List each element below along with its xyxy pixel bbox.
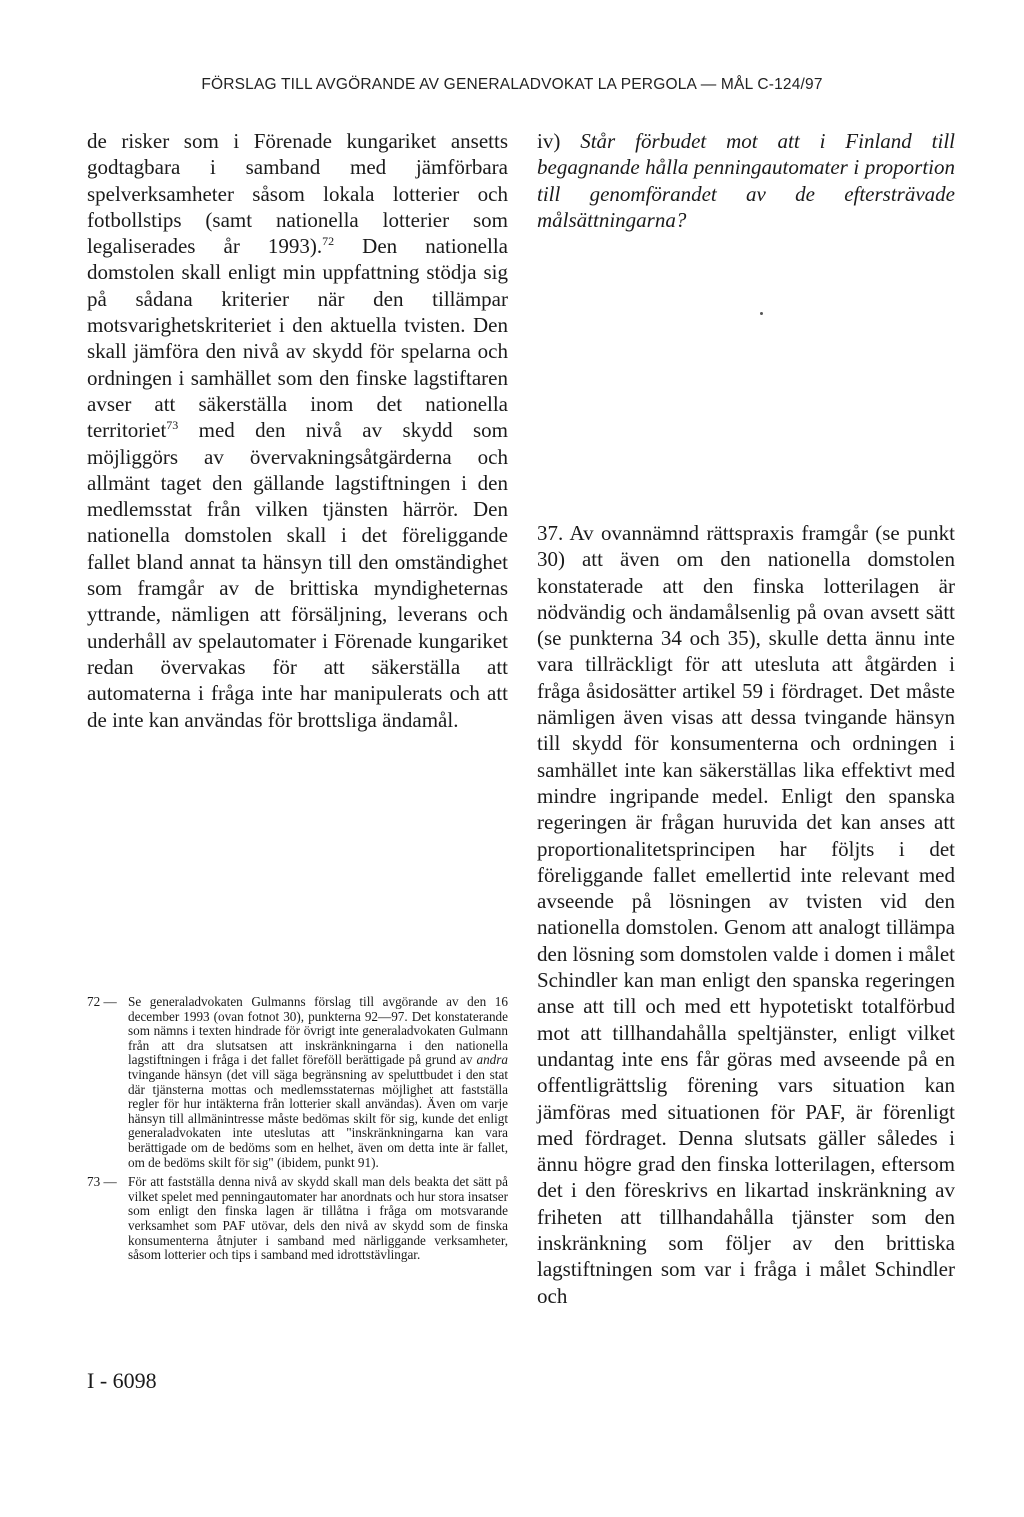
footnote-text: För att fastställa denna nivå av skydd skall man dels beakta det sätt på vilket spelet med penningautomater har anordnats och hur stora insatser som enligt den finska lagen är tillåtna i fråga om motsvarande verksamhet som PAF utövar, dels den nivå av skydd som de finska konsumenterna åtnjuter i samband med närliggande verksamheter, såsom lotterier och tips i samband med idrottstävlingar. — [128, 1174, 508, 1263]
left-column — [87, 128, 508, 733]
stray-mark — [760, 312, 763, 315]
footnote-ref-72[interactable]: 72 — [322, 234, 335, 249]
right-column — [537, 128, 955, 233]
footnote-text: Se generaladvokaten Gulmanns förslag till avgörande av den 16 december 1993 (ovan fotnot 30), punkterna 92—97. Det konstaterande som nämns i texten hindrade för övrigt inte generaladvokaten Gulmann från att dra slutsatsen att inskränkningarna i den nationella lagstiftningen i fråga i det fallet föreföll berättigade på grund av andra tvingande hänsyn (det vill säga begränsning av speluttbudet i den stat där tjänsterna mottas och medlemsstaternas möjlighet att fastställa regler för hur intäkterna från lotterier skall användas). Även om varje hänsyn till allmänintresse måste bedömas skilt för sig, kunde det enligt generaladvokaten inte uteslutas att "inskränkningarna kan vara berättigade om de bedöms som en helhet, även om detta inte är fallet, om de bedöms skilt för sig" (ibidem, punkt 91). — [128, 994, 508, 1170]
question-text: Står förbudet mot att i Finland till begagnande hålla penningautomater i proportion till genomförandet av de eftersträvade målsättningarna? — [537, 129, 956, 232]
body-paragraph — [87, 128, 508, 733]
footnote-ref-73[interactable]: 73 — [166, 418, 179, 433]
question-number: iv) — [537, 129, 561, 153]
footnotes — [87, 995, 508, 1268]
page-number: I - 6098 — [87, 1368, 157, 1393]
body-text: Den nationella domstolen skall enligt min uppfattning stödja sig på sådana kriterier när den tillämpar motsvarighetskriteriet i den aktuella tvisten. Den skall jämföra den nivå av skydd för spelarna och ordningen i samhället som den finske lagstiftaren avser att säkerställa inom det nationella territoriet — [87, 234, 508, 443]
body-text: de risker som i Förenade kungariket ansetts godtagbara i samband med jämförbara spelverksamheter såsom lokala lotterier och fotbollstips (samt nationella lotterier som legaliserades år 1993). — [87, 129, 508, 259]
footnote-72 — [87, 995, 508, 1170]
question-iv — [537, 128, 955, 233]
footnote-mark: 72 — — [87, 994, 117, 1009]
footnote-mark: 73 — — [87, 1174, 117, 1190]
body-text: med den nivå av skydd som möjliggörs av övervakningsåtgärderna och allmänt taget den gällande lagstiftningen i den medlemsstat från vilken tjänsten härrör. Den nationella domstolen skall i det föreliggande fallet bland annat ta hänsyn till den omständighet som framgår av de brittiska myndigheternas yttrande, nämligen att försäljning, leverans och underhåll av spelautomater i Förenade kungariket redan övervakas för att säkerställa att automaterna i fråga inte har manipulerats och att de inte kan användas för brottsliga ändamål. — [87, 418, 508, 732]
footnote-emphasis: andra — [476, 1052, 508, 1068]
paragraph-37: 37. Av ovannämnd rättspraxis framgår (se punkt 30) att även om den nationella domstolen konstaterade att den finska lotterilagen är nödvändig och ändamålsenlig på ovan avsett sätt (se punkterna 34 och 35), skulle detta ännu inte vara tillräckligt för att utesluta att åtgärden i fråga åsidosätter artikel 59 i fördraget. Det måste nämligen även visas att dessa tvingande hänsyn till skydd för konsumenterna och ordningen i samhället inte kan säkerställas lika effektivt med mindre ingripande medel. Enligt den spanska regeringen är frågan huruvida det kan anses att proportionalitetsprincipen har följts i det föreliggande fallet emellertid inte relevant med avseende på lösningen av tvisten vid den nationella domstolen. Genom att analogt tillämpa den lösning som domstolen valde i domen i målet Schindler kan man enligt den spanska regeringen anse att till och med ett hypotetiskt totalförbud mot att tillhandahålla speltjänster, enligt vilket undantag inte ens får göras med avseende på en offentligrättslig förening vars situation kan jämföras med situationen för PAF, är förenligt med fördraget. Denna slutsats gäller således i ännu högre grad den finska lotterilagen, eftersom det i den föreskrivs en likartad inskränkning av friheten att tillhandahålla tjänster som den inskränkning som följer av den brittiska lagstiftningen som var i fråga i målet Schindler och — [537, 521, 955, 1308]
running-header: FÖRSLAG TILL AVGÖRANDE AV GENERALADVOKAT LA PERGOLA — MÅL C-124/97 — [201, 76, 823, 93]
footnote-73 — [87, 1175, 508, 1263]
